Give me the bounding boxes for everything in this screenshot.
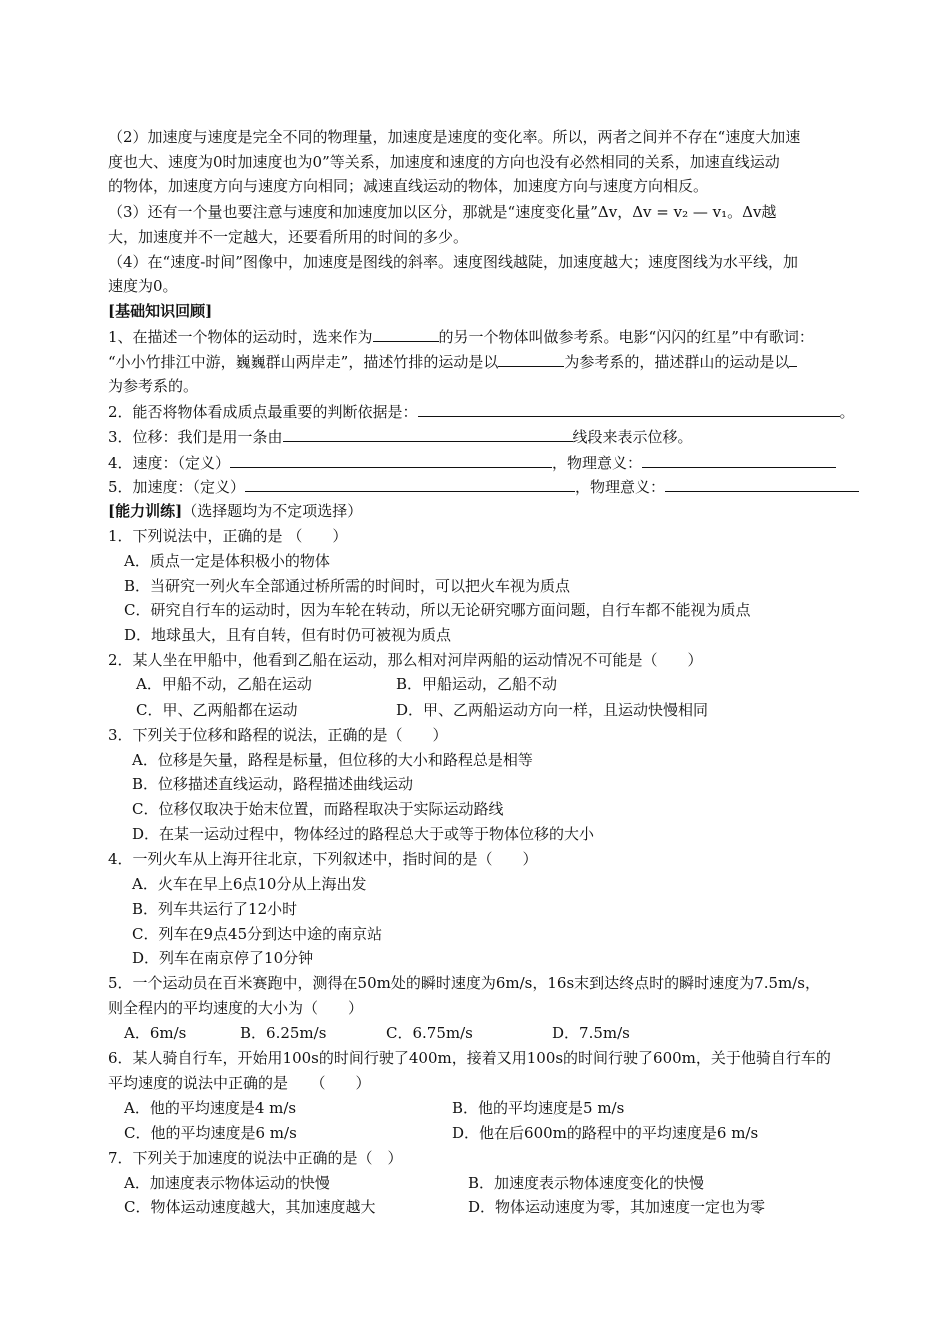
review-q3-text-a: 3．位移：我们是用一条由 xyxy=(108,428,283,446)
question-stem-cont: 则全程内的平均速度的大小为（ ） xyxy=(108,999,364,1017)
question-stem: 6．某人骑自行车，开始用100s的时间行驶了400m，接着又用100s的时间行驶了600m，关于他骑自行车的 xyxy=(108,1049,831,1067)
training-note: （选择题均为不定项选择） xyxy=(182,502,363,520)
review-q1-text-c: “小小竹排江中游，巍巍群山两岸走”，描述竹排的运动是以 xyxy=(108,353,499,371)
option[interactable]: D．物体运动速度为零，其加速度一定也为零 xyxy=(468,1198,766,1216)
answer-blank[interactable] xyxy=(665,474,859,492)
training-heading: [能力训练] xyxy=(108,502,183,520)
question-stem: 2．某人坐在甲船中，他看到乙船在运动，那么相对河岸两船的运动情况不可能是（ ） xyxy=(108,651,703,669)
question-stem: 7．下列关于加速度的说法中正确的是（ ） xyxy=(108,1149,403,1167)
review-q5-text-b: ，物理意义： xyxy=(575,478,666,496)
note-3-line-2: 大，加速度并不一定越大，还要看所用的时间的多少。 xyxy=(108,228,469,246)
review-q4-text-b: ，物理意义： xyxy=(552,454,643,472)
note-3-line-1: （3）还有一个量也要注意与速度和加速度加以区分，那就是“速度变化量”Δv，Δv = v₂ — v₁。Δv越 xyxy=(108,203,777,221)
question-stem: 3．下列关于位移和路程的说法，正确的是（ ） xyxy=(108,726,448,744)
option[interactable]: D．在某一运动过程中，物体经过的路程总大于或等于物体位移的大小 xyxy=(132,825,595,843)
option[interactable]: C．6.75m/s xyxy=(386,1024,473,1042)
option[interactable]: C．研究自行车的运动时，因为车轮在转动，所以无论研究哪方面问题，自行车都不能视为质点 xyxy=(124,601,751,619)
question-stem-cont: 平均速度的说法中正确的是 （ ） xyxy=(108,1074,371,1092)
review-heading: [基础知识回顾] xyxy=(108,302,213,320)
option[interactable]: A．甲船不动，乙船在运动 xyxy=(136,675,312,693)
question-stem: 4．一列火车从上海开往北京，下列叙述中，指时间的是（ ） xyxy=(108,850,538,868)
option[interactable]: C．列车在9点45分到达中途的南京站 xyxy=(132,925,383,943)
review-q2-text: 2．能否将物体看成质点最重要的判断依据是： xyxy=(108,403,418,421)
question-stem: 5．一个运动员在百米赛跑中，测得在50m处的瞬时速度为6m/s，16s末到达终点时的瞬时速度为7.5m/s， xyxy=(108,974,820,992)
option[interactable]: C．他的平均速度是6 m/s xyxy=(124,1124,297,1142)
review-q1-text-d: 为参考系的，描述群山的运动是以 xyxy=(564,353,790,371)
answer-blank[interactable] xyxy=(283,424,573,442)
answer-blank[interactable] xyxy=(245,474,575,492)
review-q1-line-2 xyxy=(108,349,797,374)
answer-blank[interactable] xyxy=(418,399,840,417)
answer-blank[interactable] xyxy=(789,349,797,367)
answer-blank[interactable] xyxy=(230,450,552,468)
answer-blank[interactable] xyxy=(373,324,439,342)
review-q3-text-b: 线段来表示位移。 xyxy=(572,428,693,446)
review-q1-text-b: 的另一个物体叫做参考系。电影“闪闪的红星”中有歌词： xyxy=(438,328,814,346)
answer-blank[interactable] xyxy=(642,450,836,468)
review-q1-line-3: 为参考系的。 xyxy=(108,377,199,395)
option[interactable]: D．7.5m/s xyxy=(552,1024,630,1042)
review-q1-text-a: 1、在描述一个物体的运动时，选来作为 xyxy=(108,328,373,346)
option[interactable]: B．甲船运动，乙船不动 xyxy=(396,675,558,693)
note-2-line-2: 度也大、速度为0时加速度也为0”等关系，加速度和速度的方向也没有必然相同的关系，加速直线运动 xyxy=(108,153,780,171)
option[interactable]: C．物体运动速度越大，其加速度越大 xyxy=(124,1198,376,1216)
review-q4 xyxy=(108,450,836,475)
option[interactable]: B．列车共运行了12小时 xyxy=(132,900,298,918)
note-2-line-3: 的物体，加速度方向与速度方向相同；减速直线运动的物体，加速度方向与速度方向相反。 xyxy=(108,177,709,195)
option[interactable]: D．列车在南京停了10分钟 xyxy=(132,949,314,967)
review-q2 xyxy=(108,399,855,424)
question-stem: 1．下列说法中，正确的是 （ ） xyxy=(108,527,348,545)
option[interactable]: D．他在后600m的路程中的平均速度是6 m/s xyxy=(452,1124,759,1142)
option[interactable]: D．地球虽大，且有自转，但有时仍可被视为质点 xyxy=(124,626,452,644)
option[interactable]: A．6m/s xyxy=(124,1024,187,1042)
option[interactable]: C．位移仅取决于始末位置，而路程取决于实际运动路线 xyxy=(132,800,504,818)
note-4-line-1: （4）在“速度-时间”图像中，加速度是图线的斜率。速度图线越陡，加速度越大；速度图线为水平线，加 xyxy=(108,253,798,271)
review-q3 xyxy=(108,424,693,449)
option[interactable]: B．他的平均速度是5 m/s xyxy=(452,1099,625,1117)
note-2-line-1: （2）加速度与速度是完全不同的物理量，加速度是速度的变化率。所以，两者之间并不存在“速度大加速 xyxy=(108,128,801,146)
review-q5 xyxy=(108,474,859,499)
option[interactable]: B．位移描述直线运动，路程描述曲线运动 xyxy=(132,775,414,793)
option[interactable]: B．当研究一列火车全部通过桥所需的时间时，可以把火车视为质点 xyxy=(124,577,571,595)
review-q5-text-a: 5．加速度：（定义） xyxy=(108,478,246,496)
review-q2-end: 。 xyxy=(839,403,855,421)
note-4-line-2: 速度为0。 xyxy=(108,277,178,295)
option[interactable]: B．加速度表示物体速度变化的快慢 xyxy=(468,1174,705,1192)
review-q1-line-1 xyxy=(108,324,814,349)
training-heading-line xyxy=(108,499,362,523)
option[interactable]: A．位移是矢量，路程是标量，但位移的大小和路程总是相等 xyxy=(132,751,533,769)
option[interactable]: A．加速度表示物体运动的快慢 xyxy=(124,1174,330,1192)
option[interactable]: C．甲、乙两船都在运动 xyxy=(136,701,298,719)
option[interactable]: D．甲、乙两船运动方向一样，且运动快慢相同 xyxy=(396,701,709,719)
option[interactable]: A．质点一定是体积极小的物体 xyxy=(124,552,330,570)
review-q4-text-a: 4．速度：（定义） xyxy=(108,454,231,472)
option[interactable]: B．6.25m/s xyxy=(240,1024,327,1042)
answer-blank[interactable] xyxy=(498,349,564,367)
option[interactable]: A．他的平均速度是4 m/s xyxy=(124,1099,297,1117)
option[interactable]: A．火车在早上6点10分从上海出发 xyxy=(132,875,367,893)
